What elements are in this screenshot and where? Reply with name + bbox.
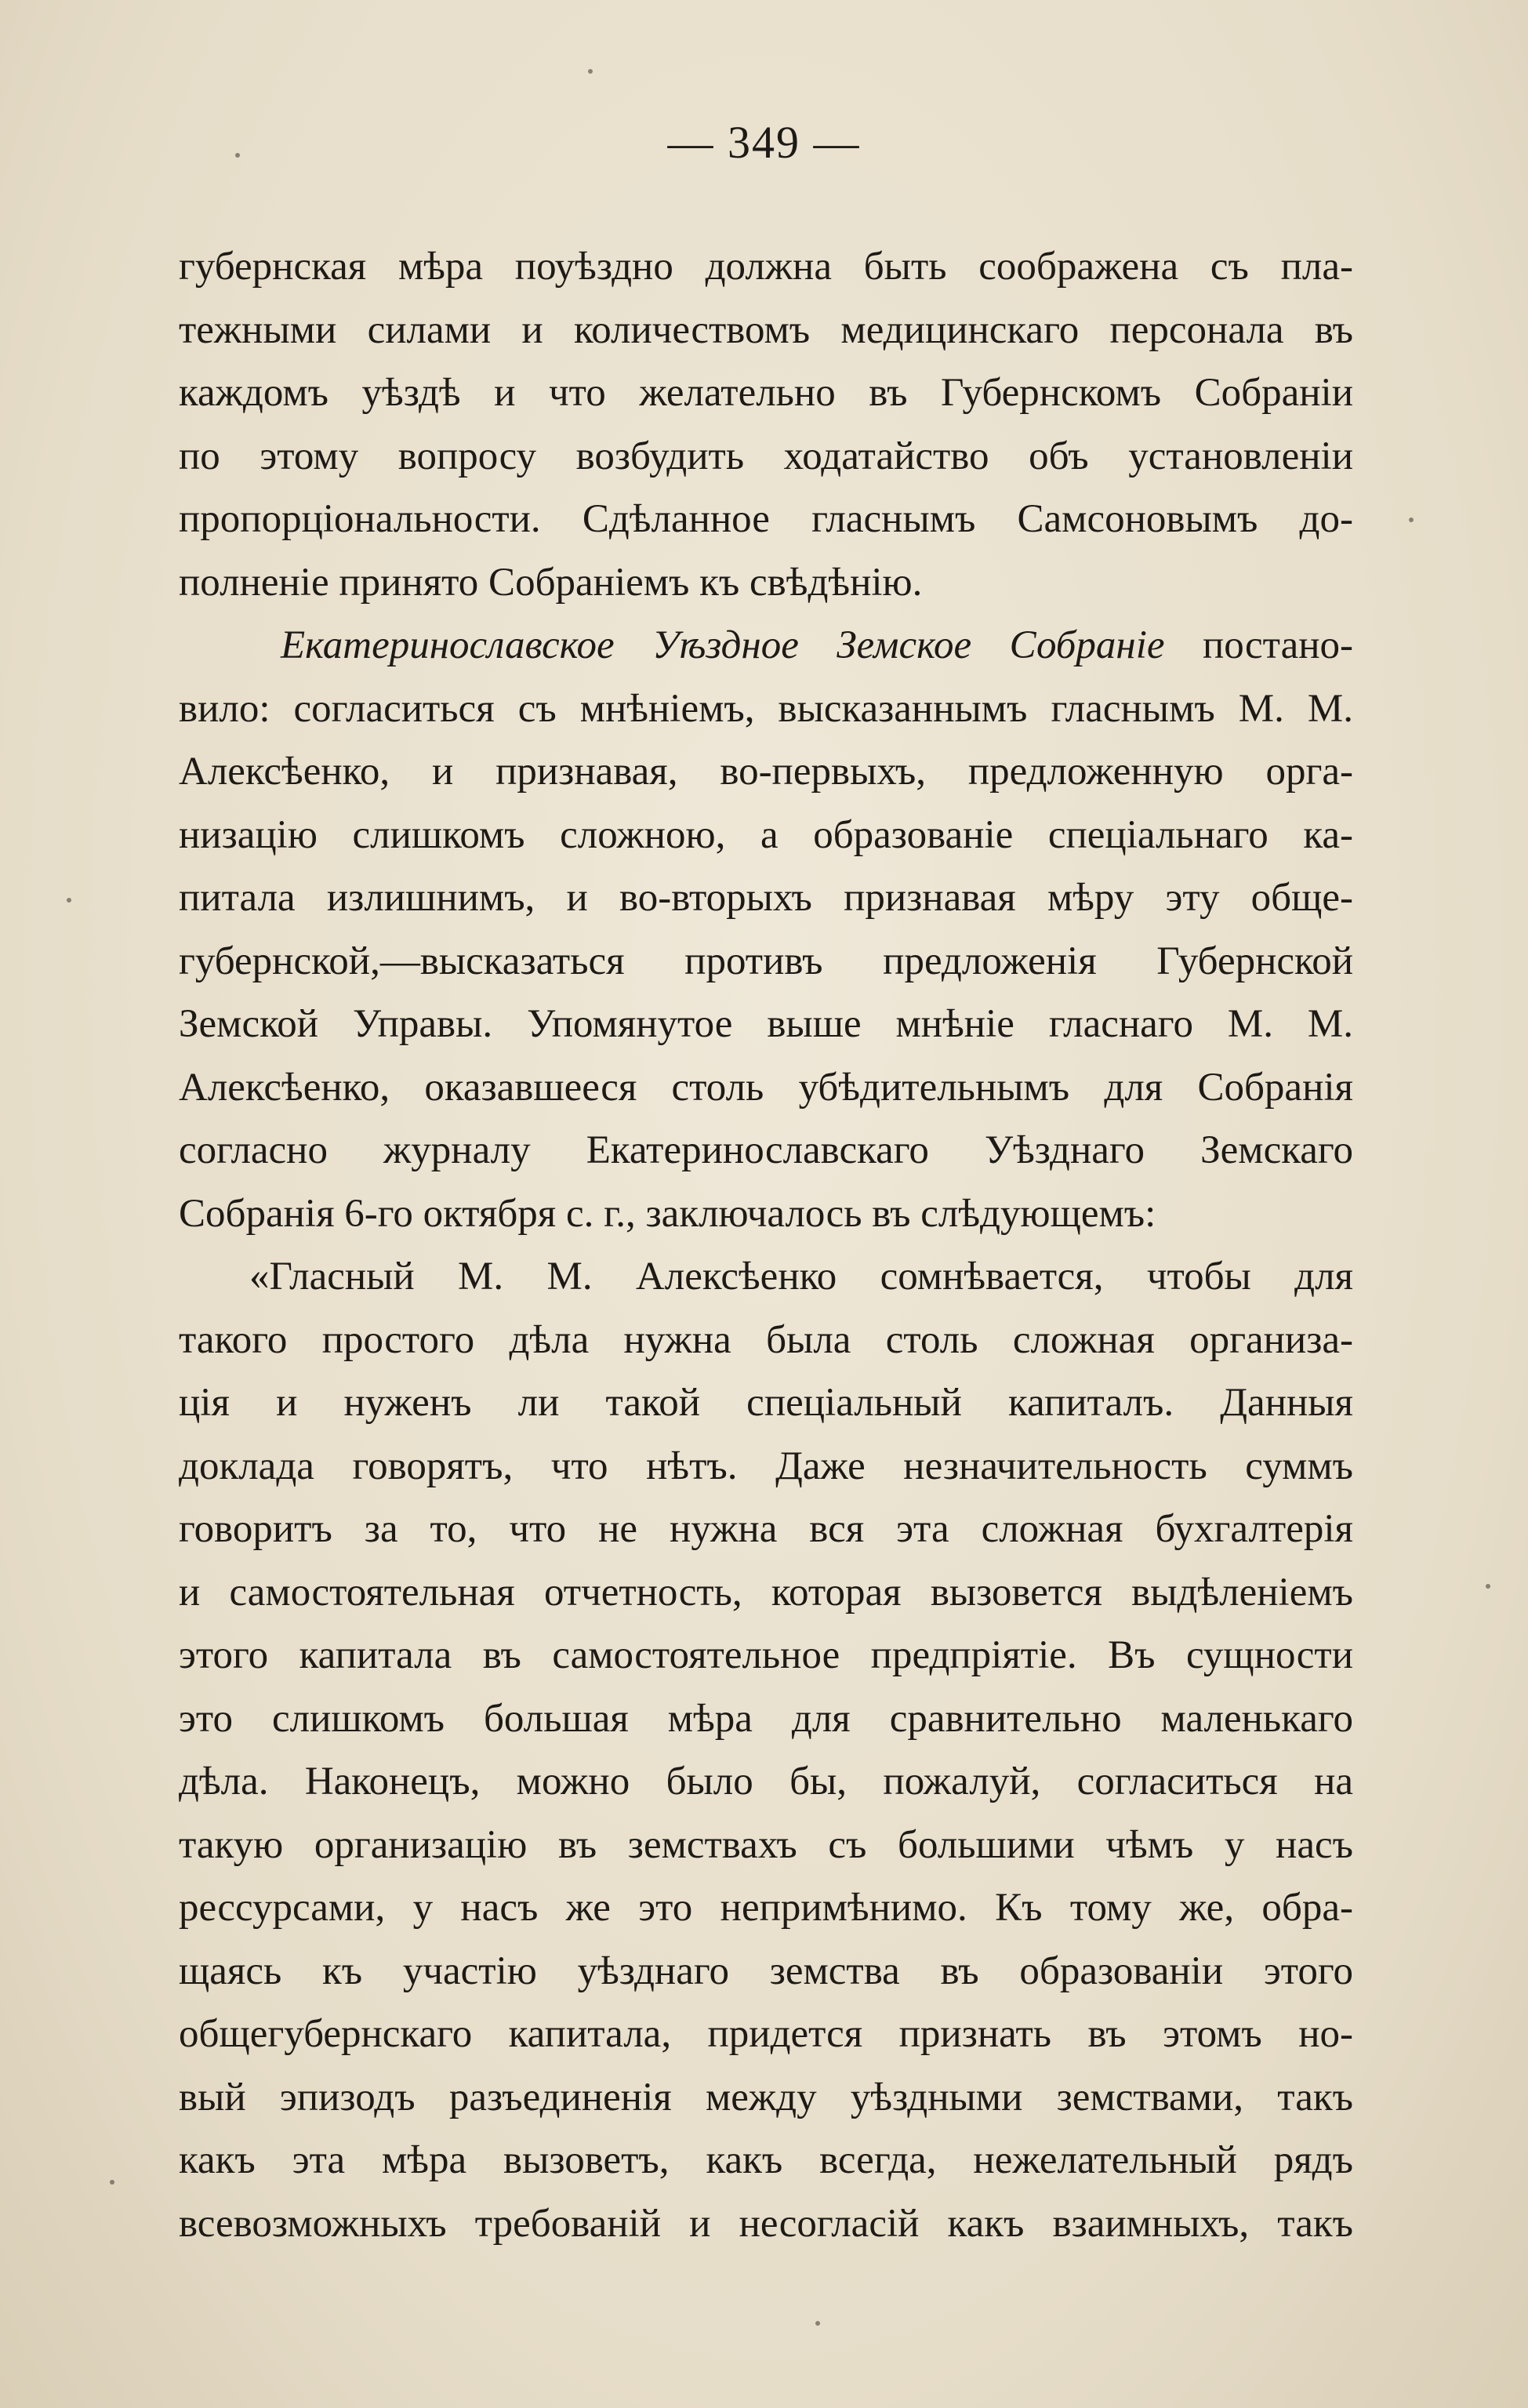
text-line: «Гласный М. М. Алексѣенко сомнѣвается, чтобы для <box>249 1255 1353 1298</box>
paper-speck <box>110 2180 114 2185</box>
text-line: такую организацію въ земствахъ съ большими чѣмъ у насъ <box>179 1822 1353 1867</box>
text-line: такого простого дѣла нужна была столь сложная организа- <box>179 1317 1353 1362</box>
text-line: губернская мѣра поуѣздно должна быть соображена съ пла- <box>179 245 1353 289</box>
text-line: согласно журналу Екатеринославскаго Уѣзднаго Земскаго <box>179 1128 1353 1172</box>
text-line: ція и нуженъ ли такой спеціальный капиталъ. Данныя <box>179 1381 1353 1425</box>
paragraph-1 <box>179 235 1353 614</box>
text-line: полненіе принято Собраніемъ къ свѣдѣнію. <box>179 560 923 605</box>
text-line: пропорціональности. Сдѣланное гласнымъ Самсоновымъ до- <box>179 497 1353 541</box>
text-line: каждомъ уѣздѣ и что желательно въ Губернскомъ Собраніи <box>179 371 1353 415</box>
text-line: доклада говорятъ, что нѣтъ. Даже незначительность суммъ <box>179 1444 1353 1488</box>
text-line: Алексѣенко, и признавая, во-первыхъ, предложенную орга- <box>179 750 1353 794</box>
paragraph-2 <box>179 614 1353 1245</box>
text-line: говоритъ за то, что не нужна вся эта сложная бухгалтерія <box>179 1507 1353 1551</box>
text-line: по этому вопросу возбудить ходатайство объ установленіи <box>179 434 1353 478</box>
paper-speck <box>67 898 71 903</box>
paper-speck <box>1486 1584 1490 1589</box>
text-line: и самостоятельная отчетность, которая вызовется выдѣленіемъ <box>179 1570 1353 1614</box>
text-line: этого капитала въ самостоятельное предпріятіе. Въ сущности <box>179 1633 1353 1677</box>
text-line: дѣла. Наконецъ, можно было бы, пожалуй, согласиться на <box>179 1760 1353 1803</box>
text-line: вый эпизодъ разъединенія между уѣздными земствами, такъ <box>179 2075 1353 2119</box>
paragraph-lead-line <box>179 614 1353 677</box>
text-line: низацію слишкомъ сложною, а образованіе спеціальнаго ка- <box>179 812 1353 857</box>
assembly-name: Екатеринославское Уѣздное Земское Собраніе <box>281 623 1165 667</box>
text-line: какъ эта мѣра вызоветъ, какъ всегда, нежелательный рядъ <box>179 2138 1353 2182</box>
text-line: губернской,—высказаться противъ предложенія Губернской <box>179 939 1353 983</box>
text-line: тежными силами и количествомъ медицинскаго персонала въ <box>179 307 1353 352</box>
text-line: рессурсами, у насъ же это непримѣнимо. Къ тому же, обра- <box>179 1886 1353 1930</box>
paragraph-3 <box>179 1245 1353 2255</box>
paper-speck <box>1409 518 1414 522</box>
text-line: Земской Управы. Упомянутое выше мнѣніе гласнаго М. М. <box>179 1002 1353 1046</box>
page-number: — 349 — <box>667 117 861 168</box>
text-line: питала излишнимъ, и во-вторыхъ признавая мѣру эту обще- <box>179 876 1353 920</box>
text-line: вило: согласиться съ мнѣніемъ, высказаннымъ гласнымъ М. М. <box>179 686 1353 731</box>
text-line: это слишкомъ большая мѣра для сравнительно маленькаго <box>179 1696 1353 1741</box>
text-line: Собранія 6-го октября с. г., заключалось въ слѣдующемъ: <box>179 1191 1156 1236</box>
lead-continuation: постано- <box>1164 623 1353 667</box>
text-line: общегубернскаго капитала, придется признать въ этомъ но- <box>179 2012 1353 2056</box>
text-line: всевозможныхъ требованій и несогласій какъ взаимныхъ, такъ <box>179 2201 1353 2246</box>
text-line: Алексѣенко, оказавшееся столь убѣдительнымъ для Собранія <box>179 1065 1353 1110</box>
paper-speck <box>588 69 593 74</box>
paper-speck <box>235 153 240 158</box>
text-line: щаясь къ участію уѣзднаго земства въ образованіи этого <box>179 1949 1353 1993</box>
paper-speck <box>815 2321 820 2326</box>
body-text <box>179 235 1353 2255</box>
